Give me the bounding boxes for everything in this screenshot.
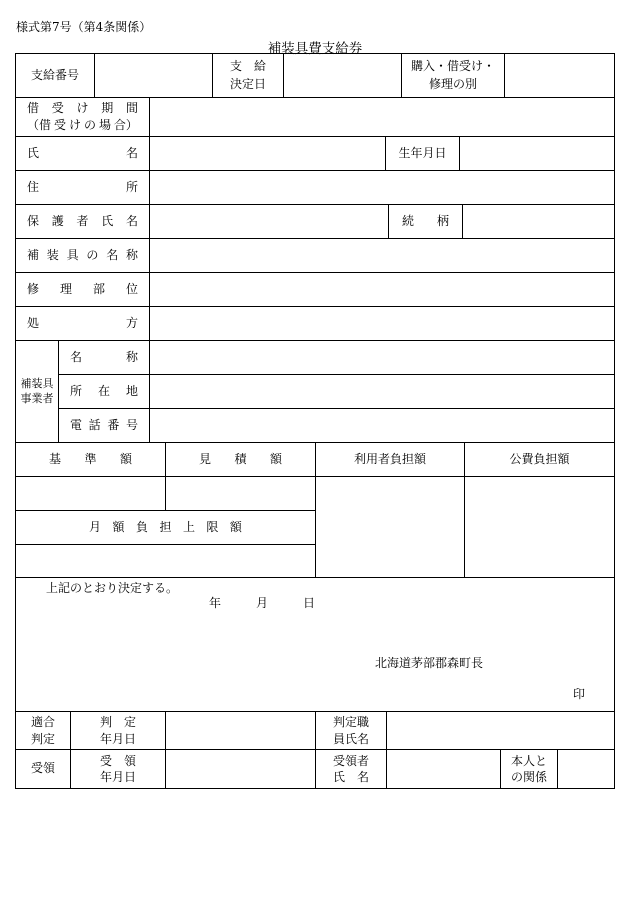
type-label: 購入・借受け・ 修理の別 (410, 59, 495, 91)
name-field[interactable] (149, 136, 386, 171)
standard-amount-label: 基 準 額 (49, 451, 132, 466)
user-share-label: 利用者負担額 (353, 451, 426, 466)
judgment-date-label: 判 定 年月日 (99, 715, 136, 746)
provider-name-label: 名 称 (70, 349, 138, 364)
relationship-field[interactable] (462, 204, 615, 239)
guardian-field[interactable] (149, 204, 389, 239)
receipt-label: 受領 (30, 761, 55, 776)
address-label: 住 所 (27, 179, 138, 194)
prescription-label: 処 方 (27, 315, 138, 330)
type-field[interactable] (504, 53, 615, 98)
document-title: 補装具費支給券 (267, 41, 363, 57)
decision-year: 年 (209, 596, 222, 610)
device-name-field[interactable] (149, 238, 615, 273)
repair-part-field[interactable] (149, 272, 615, 307)
issuer-name: 北海道茅部郡森町長 (375, 656, 484, 670)
payment-voucher-form (15, 53, 615, 789)
public-share-field[interactable] (464, 476, 615, 578)
estimate-amount-field[interactable] (165, 476, 316, 511)
monthly-limit-field[interactable] (15, 544, 316, 578)
rental-period-label: 借 受 け 期 間 （借 受 け の 場 合） (27, 100, 138, 132)
provider-location-label: 所 在 地 (70, 383, 138, 398)
device-name-label: 補 装 具 の 名 称 (27, 247, 138, 262)
judge-name-label: 判定職 員氏名 (332, 715, 369, 746)
judge-name-field[interactable] (386, 711, 615, 750)
user-share-field[interactable] (315, 476, 465, 578)
provider-location-field[interactable] (149, 374, 615, 409)
receipt-date-field[interactable] (165, 749, 316, 789)
decision-day: 日 (303, 596, 316, 610)
standard-amount-field[interactable] (15, 476, 166, 511)
receipt-date-label: 受 領 年月日 (99, 753, 136, 784)
relation-label: 本人と の関係 (510, 753, 547, 784)
provider-phone-field[interactable] (149, 408, 615, 443)
provider-name-field[interactable] (149, 340, 615, 375)
birthdate-label: 生年月日 (398, 145, 447, 160)
birthdate-field[interactable] (459, 136, 615, 171)
suitability-label: 適合 判定 (30, 715, 55, 746)
guardian-label: 保 護 者 氏 名 (27, 213, 138, 228)
recipient-name-field[interactable] (386, 749, 501, 789)
payment-number-label: 支給番号 (30, 67, 79, 82)
provider-group-label: 補装具 事業者 (20, 377, 54, 405)
name-label: 氏 名 (27, 145, 138, 160)
public-share-label: 公費負担額 (509, 451, 570, 466)
monthly-limit-label: 月 額 負 担 上 限 額 (89, 519, 242, 534)
recipient-name-label: 受領者 氏 名 (332, 753, 369, 784)
payment-number-field[interactable] (94, 53, 213, 98)
relationship-label: 続 柄 (402, 213, 449, 228)
repair-part-label: 修 理 部 位 (27, 281, 138, 296)
rental-period-field[interactable] (149, 97, 615, 137)
decision-date-label: 支 給 決定日 (229, 59, 266, 91)
prescription-field[interactable] (149, 306, 615, 341)
relation-field[interactable] (557, 749, 615, 789)
judgment-date-field[interactable] (165, 711, 316, 750)
seal-mark: 印 (573, 687, 586, 701)
provider-phone-label: 電 話 番 号 (70, 417, 138, 432)
address-field[interactable] (149, 170, 615, 205)
decision-month: 月 (256, 596, 269, 610)
decision-date-field[interactable] (283, 53, 402, 98)
decision-statement: 上記のとおり決定する。 (46, 581, 179, 595)
form-number: 様式第7号（第4条関係） (16, 20, 152, 34)
estimate-amount-label: 見 積 額 (199, 451, 282, 466)
